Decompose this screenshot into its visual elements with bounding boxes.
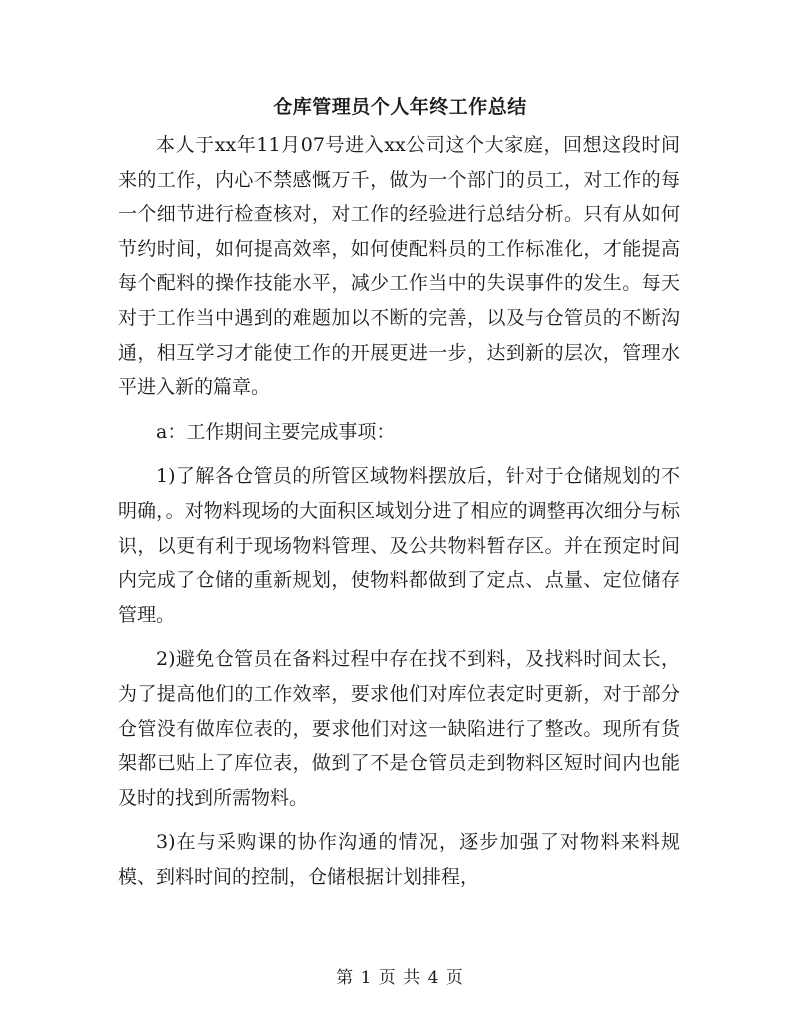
page-number: 第 1 页 共 4 页 xyxy=(336,968,464,988)
paragraph-intro: 本人于xx年11月07号进入xx公司这个大家庭，回想这段时间来的工作，内心不禁感慨万千，做为一个部门的员工，对工作的每一个细节进行检查核对，对工作的经验进行总结分析。只有从如何节约时间，如何提高效率，如何使配料员的工作标准化，才能提高每个配料的操作技能水平，减少工作当中的失误事件的发生。每天对于工作当中遇到的难题加以不断的完善，以及与仓管员的不断沟通，相互学习才能使工作的开展更进一步，达到新的层次，管理水平进入新的篇章。 xyxy=(118,134,680,399)
document-body xyxy=(118,128,680,904)
paragraph-item-1: 1)了解各仓管员的所管区域物料摆放后，针对于仓储规划的不明确，。对物料现场的大面积区域划分进了相应的调整再次细分与标识，以更有利于现场物料管理、及公共物料暂存区。并在预定时间内完成了仓储的重新规划，使物料都做到了定点、点量、定位储存管理。 xyxy=(118,465,680,626)
document-title: 仓库管理员个人年终工作总结 xyxy=(273,96,527,118)
paragraph-section-heading: a：工作期间主要完成事项： xyxy=(156,420,396,443)
paragraph-item-3: 3)在与采购课的协作沟通的情况，逐步加强了对物料来料规模、到料时间的控制，仓储根据计划排程， xyxy=(118,831,680,888)
paragraph-item-2: 2)避免仓管员在备料过程中存在找不到料，及找料时间太长，为了提高他们的工作效率，要求他们对库位表定时更新，对于部分仓管没有做库位表的，要求他们对这一缺陷进行了整改。现所有货架都已贴上了库位表，做到了不是仓管员走到物料区短时间内也能及时的找到所需物料。 xyxy=(118,648,680,809)
